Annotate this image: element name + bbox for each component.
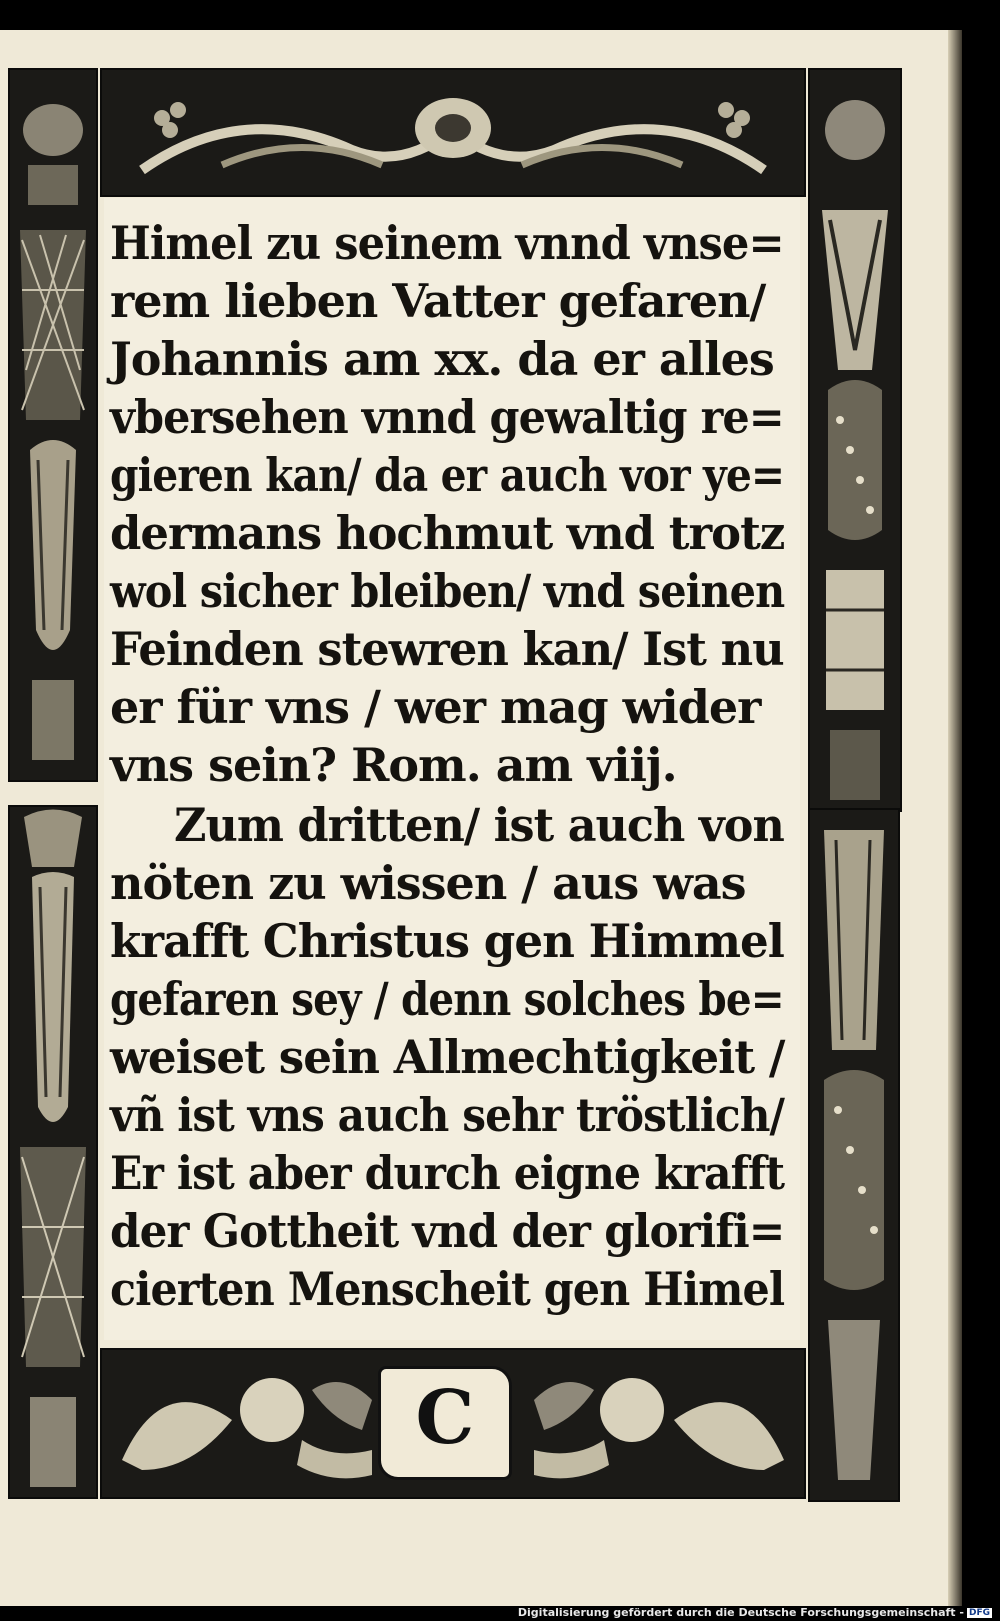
signature-cartouche	[378, 1366, 512, 1480]
text-block	[104, 198, 800, 1340]
text-line: Feinden stewren kan/ Ist nu	[110, 622, 784, 676]
ornamental-column-left-upper	[8, 68, 98, 782]
text-line: Zum dritten/ ist auch von	[174, 798, 784, 852]
text-line: nöten zu wissen / aus was	[110, 856, 746, 910]
text-line: er für vns / wer mag wider	[110, 680, 761, 734]
digitization-credit: Digitalisierung gefördert durch die Deutsche Forschungsgemeinschaft - DFG	[517, 1606, 990, 1619]
text-line: weiset sein Allmechtigkeit /	[110, 1030, 785, 1084]
text-line: wol sicher bleiben/ vnd seinen	[110, 564, 785, 618]
text-line: gefaren sey / denn solches be=	[110, 972, 784, 1026]
book-page	[0, 30, 952, 1606]
text-line: vñ ist vns auch sehr tröstlich/	[110, 1088, 784, 1142]
signature-letter: C	[415, 1375, 475, 1461]
text-line: Himel zu seinem vnnd vnse=	[110, 216, 784, 270]
dfg-logo: DFG	[968, 1608, 990, 1618]
ornamental-column-left-lower	[8, 805, 98, 1499]
text-line: vns sein? Rom. am viij.	[110, 738, 677, 792]
text-line: Er ist aber durch eigne krafft	[110, 1146, 785, 1200]
text-line: rem lieben Vatter gefaren/	[110, 274, 766, 328]
ornamental-column-right-lower	[808, 808, 900, 1502]
ornamental-column-right-upper	[808, 68, 902, 812]
text-line: dermans hochmut vnd trotz	[110, 506, 785, 560]
credit-text: Digitalisierung gefördert durch die Deutsche Forschungsgemeinschaft	[517, 1606, 956, 1619]
text-line: krafft Christus gen Himmel	[110, 914, 784, 968]
text-line: cierten Menscheit gen Himel	[110, 1262, 785, 1316]
text-line: der Gottheit vnd der glorifi=	[110, 1204, 785, 1258]
text-line: gieren kan/ da er auch vor ye=	[110, 448, 785, 502]
ornamental-band-top	[100, 68, 806, 197]
text-line: Johannis am xx. da er alles	[110, 332, 774, 386]
text-line: vbersehen vnnd gewaltig re=	[110, 390, 784, 444]
